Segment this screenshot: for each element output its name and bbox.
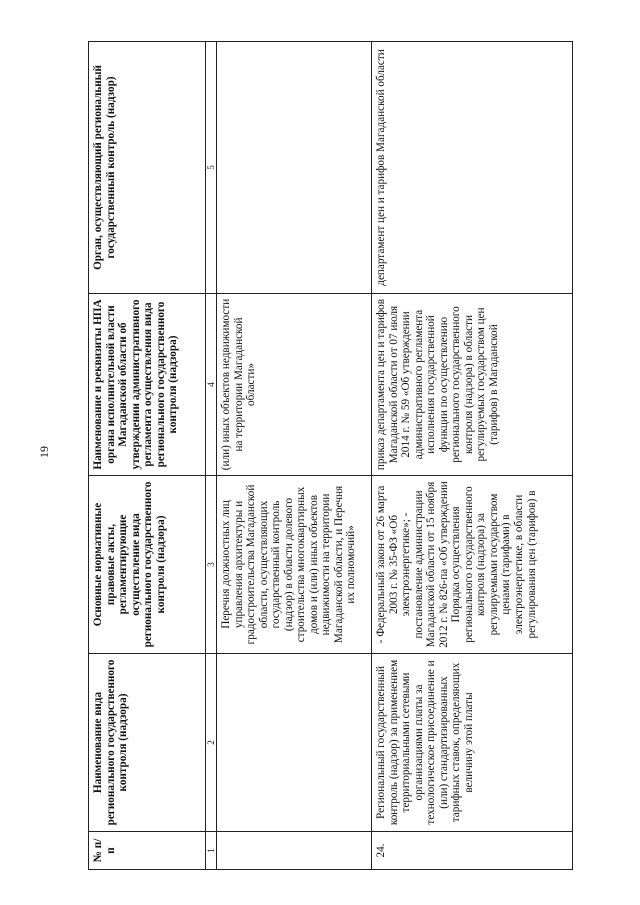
table-row-continued: [217, 42, 372, 870]
column-number: 5: [206, 42, 217, 294]
cell-control-type: Региональный государственный контроль (надзор) за применением территориальными сетевыми организациями платы за технологическое присоединение и (или) стандартизированных тарифных ставок, определяющих величину этой платы: [372, 654, 573, 832]
cell-legal-acts: Перечня должностных лиц управления архитектуры и градостроительства Магаданской области, осуществляющих государственный контроль (надзор) в области долевого строительства многоквартирных домов и (или) иных объектов недвижимости на территории Магаданской области, и Перечня их полномочий»: [217, 476, 372, 654]
header-legal-acts: Основные нормативные правовые акты, регламентирующие осуществление вида регионального государственного контроля (надзора): [89, 476, 206, 654]
cell-regulation: приказ департамента цен и тарифов Магаданской области от 07 июля 2014 г. № 59 «Об утверждении административного регламента исполнения государственной функции по осуществлению регионального государственного контроля (надзора) в области регулируемых государством цен (тарифов) в Магаданской: [372, 294, 573, 476]
cell-authority: департамент цен и тарифов Магаданской области: [372, 42, 573, 294]
cell-num: [217, 832, 372, 870]
cell-legal-acts: - Федеральный закон от 26 марта 2003 г. № 35-ФЗ «Об электроэнергетике»; - постановление администрации Магаданской области от 15 ноября 2012 г. № 826-па «Об утверждении Порядка осуществления регионального государственного контроля (надзора) за регулируемыми государством ценами (тарифами) в электроэнергетике, в области регулирования цен (тарифов) в: [372, 476, 573, 654]
column-number: 4: [206, 294, 217, 476]
header-authority: Орган, осуществляющий региональный государственный контроль (надзор): [89, 42, 206, 294]
table-row-24: [372, 42, 573, 870]
cell-num: 24.: [372, 832, 573, 870]
header-control-type: Наименование вида регионального государственного контроля (надзора): [89, 654, 206, 832]
column-number-row: [206, 42, 217, 870]
page-number: 19: [37, 446, 51, 458]
header-row: [89, 42, 206, 870]
cell-control-type: [217, 654, 372, 832]
column-number: 1: [206, 832, 217, 870]
rotated-sheet: [88, 42, 573, 870]
cell-authority: [217, 42, 372, 294]
regulation-table: [88, 41, 573, 870]
column-number: 3: [206, 476, 217, 654]
cell-regulation: (или) иных объектов недвижимости на территории Магаданской области»: [217, 294, 372, 476]
header-num: № п/п: [89, 832, 206, 870]
header-regulation: Наименование и реквизиты НПА органа исполнительной власти Магаданской области об утверждении административного регламента осуществления вида регионального государственного контроля (надзора): [89, 294, 206, 476]
table-container: [88, 42, 573, 870]
column-number: 2: [206, 654, 217, 832]
